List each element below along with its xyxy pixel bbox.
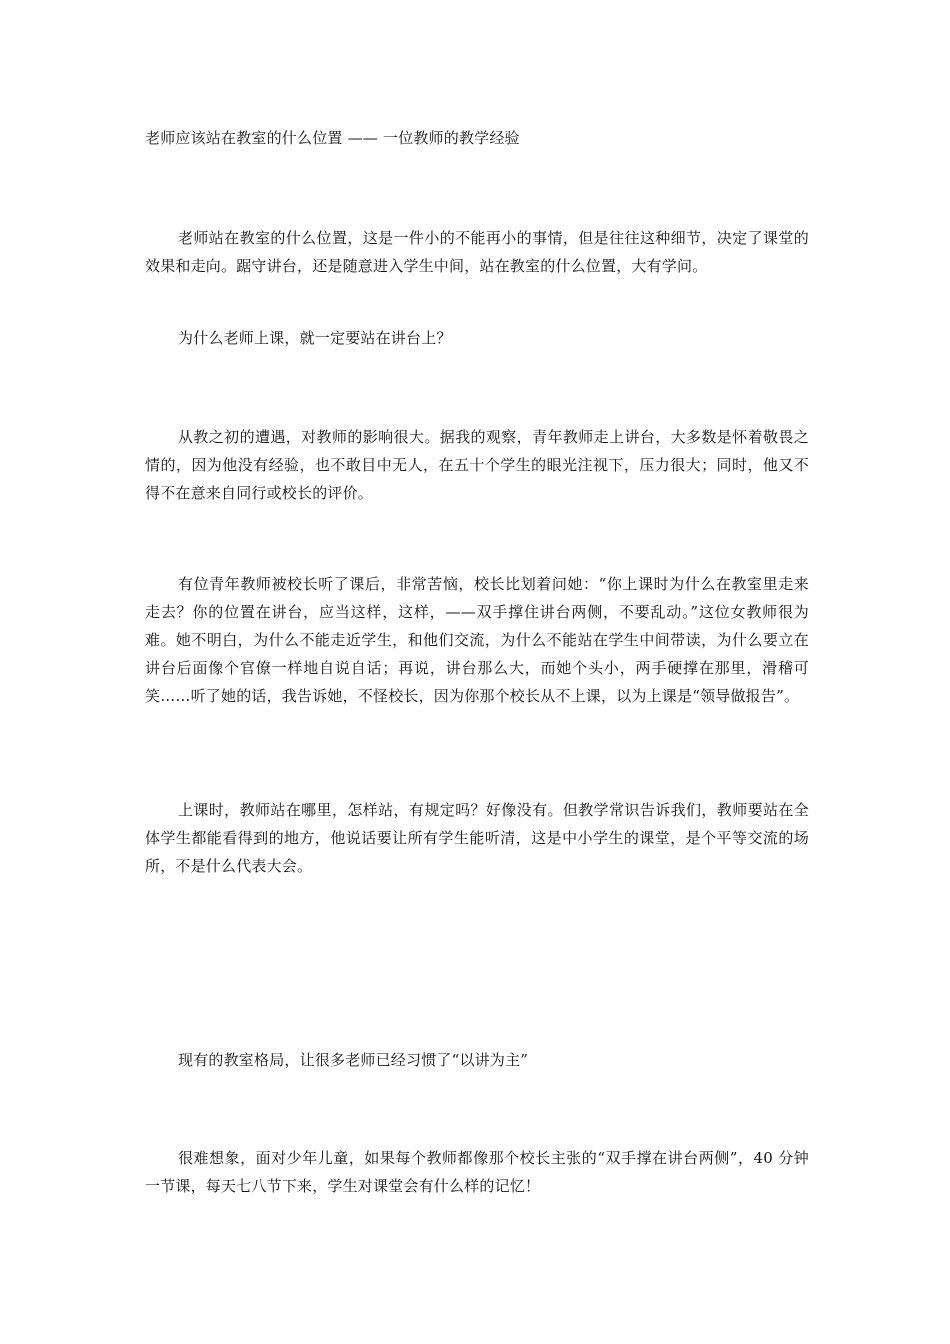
paragraph-where-to-stand: 上课时，教师站在哪里，怎样站，有规定吗？好像没有。但教学常识告诉我们，教师要站在全体学生都能看得到的地方，他说话要让所有学生能听清，这是中小学生的课堂，是个平等交流的场所，不是什么代表大会。 — [145, 801, 809, 875]
paragraph-classroom-layout: 现有的教室格局，让很多老师已经习惯了“以讲为主” — [178, 1051, 529, 1069]
paragraph-principal-story: 有位青年教师被校长听了课后，非常苦恼，校长比划着问她：“你上课时为什么在教室里走来走去？你的位置在讲台，应当这样，这样，——双手撑住讲台两侧，不要乱动。”这位女教师很为难。她不明白，为什么不能走近学生，和他们交流，为什么不能站在学生中间带读，为什么要立在讲台后面像个官僚一样地自说自话；再说，讲台那么大，而她个头小，两手硬撑在那里，滑稽可笑……听了她的话，我告诉她，不怪校长，因为你那个校长从不上课，以为上课是“领导做报告”。 — [145, 575, 809, 705]
paragraph-intro: 老师站在教室的什么位置，这是一件小的不能再小的事情，但是往往这种细节，决定了课堂的效果和走向。踞守讲台，还是随意进入学生中间，站在教室的什么位置，大有学问。 — [145, 229, 809, 275]
paragraph-first-experience: 从教之初的遭遇，对教师的影响很大。据我的观察，青年教师走上讲台，大多数是怀着敬畏之情的，因为他没有经验，也不敢目中无人，在五十个学生的眼光注视下，压力很大；同时，他又不得不在意来自同行或校长的评价。 — [145, 428, 809, 502]
paragraph-question: 为什么老师上课，就一定要站在讲台上？ — [178, 329, 452, 347]
document-title: 老师应该站在教室的什么位置 —— 一位教师的教学经验 — [145, 129, 520, 147]
paragraph-conclusion: 很难想象，面对少年儿童，如果每个教师都像那个校长主张的“双手撑在讲台两侧”，40 分钟一节课，每天七八节下来，学生对课堂会有什么样的记忆！ — [145, 1149, 809, 1195]
